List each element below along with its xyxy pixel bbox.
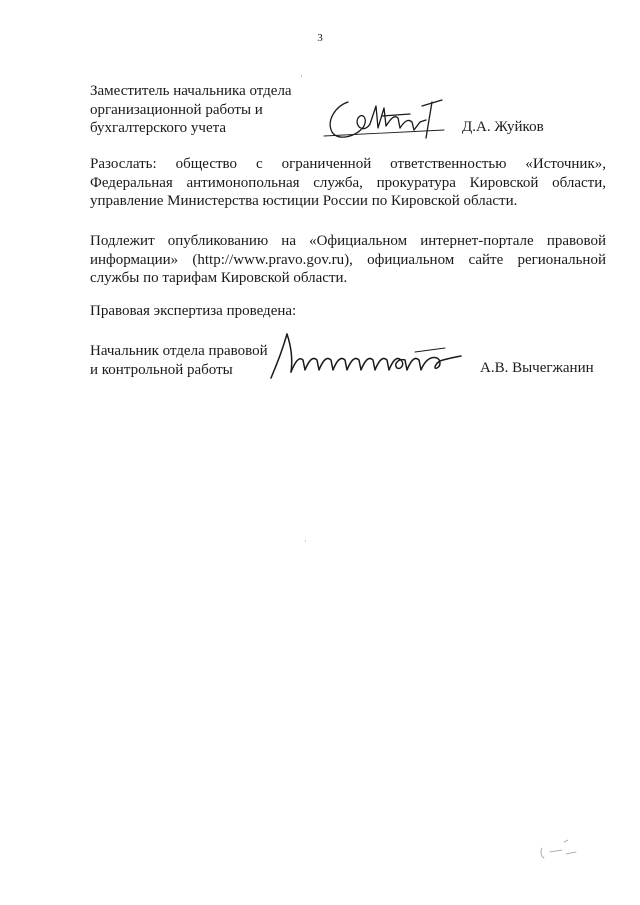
scan-speck: [301, 75, 302, 77]
page-number: 3: [317, 32, 323, 44]
scan-mark: [538, 838, 582, 864]
signatory-2-name: А.В. Вычегжанин: [480, 360, 594, 376]
publication-line: информации» (http://www.pravo.gov.ru), официальном сайте региональной: [90, 251, 606, 268]
signature-1: [318, 92, 448, 144]
distribution-line: управление Министерства юстиции России по Кировской области.: [90, 193, 518, 209]
distribution-paragraph: [90, 155, 606, 211]
position-line: и контрольной работы: [90, 361, 233, 378]
publication-paragraph: [90, 232, 606, 288]
legal-review-note: Правовая экспертиза проведена:: [90, 303, 297, 319]
scan-speck: [305, 540, 306, 542]
publication-line: службы по тарифам Кировской области.: [90, 270, 348, 286]
position-line: организационной работы и: [90, 101, 263, 118]
distribution-line: Федеральная антимонопольная служба, прокуратура Кировской области,: [90, 174, 606, 191]
publication-line: Подлежит опубликованию на «Официальном интернет-портале правовой: [90, 233, 606, 249]
signatory-1-name: Д.А. Жуйков: [462, 119, 544, 135]
distribution-line: Разослать: общество с ограниченной ответственностью «Источник»,: [90, 156, 606, 172]
signature-2: [265, 330, 465, 382]
position-line: Начальник отдела правовой: [90, 343, 268, 359]
position-line: Заместитель начальника отдела: [90, 83, 292, 99]
position-line: бухгалтерского учета: [90, 120, 227, 136]
